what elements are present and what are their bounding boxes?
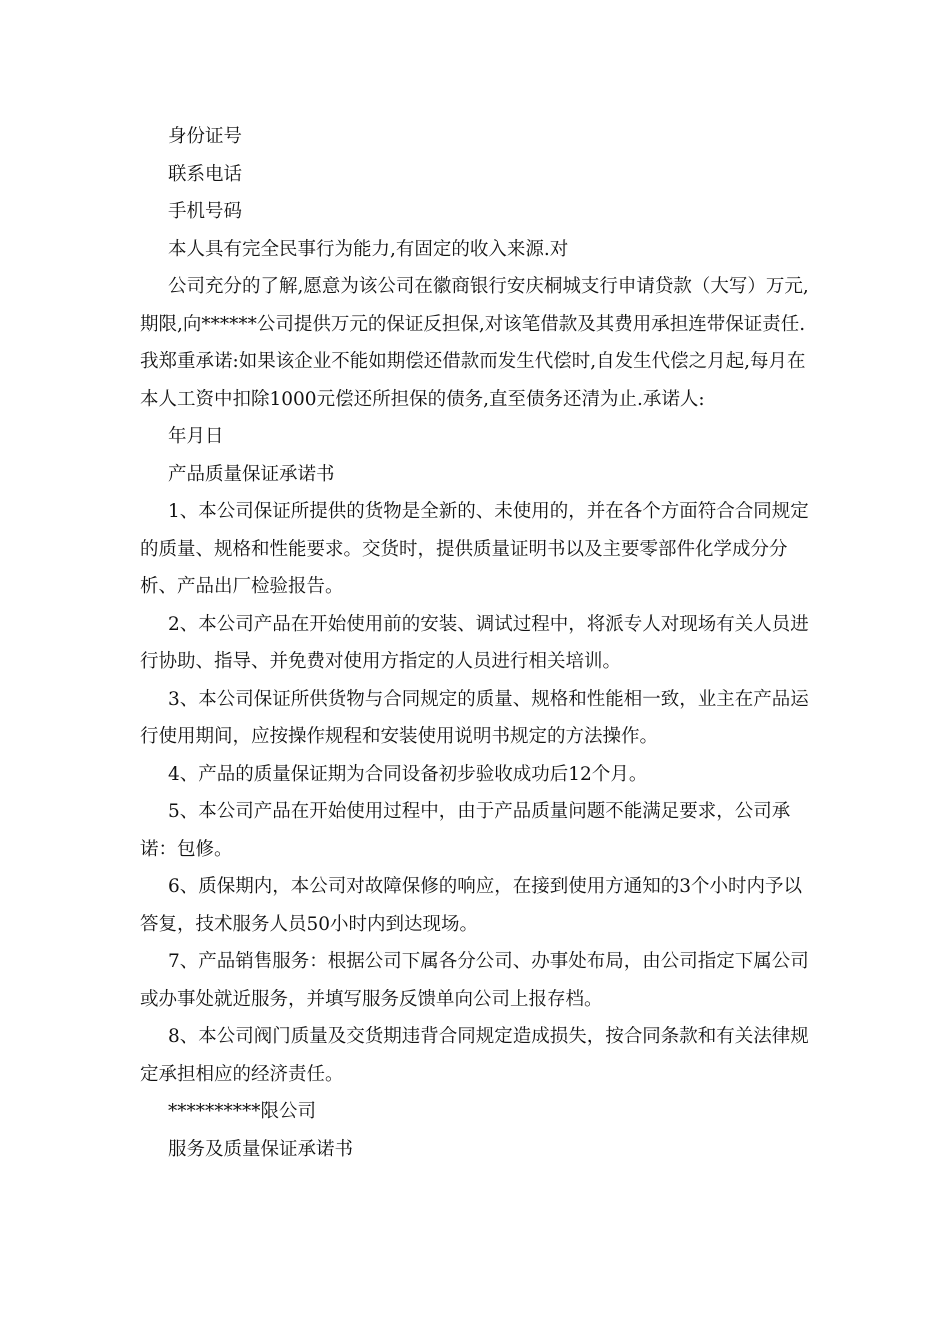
clause-3: 3、本公司保证所供货物与合同规定的质量、规格和性能相一致，业主在产品运行使用期间，应按操作规程和安装使用说明书规定的方法操作。 bbox=[140, 688, 809, 747]
id-number-label: 身份证号 bbox=[168, 126, 243, 147]
service-title: 服务及质量保证承诺书 bbox=[168, 1138, 354, 1160]
mobile-label: 手机号码 bbox=[168, 201, 243, 222]
clause-6: 6、质保期内，本公司对故障保修的响应，在接到使用方通知的3个小时内予以答复，技术服务人员50小时内到达现场。 bbox=[140, 876, 803, 935]
clause-8: 8、本公司阀门质量及交货期违背合同规定造成损失，按合同条款和有关法律规定承担相应的经济责任。 bbox=[140, 1026, 809, 1085]
clause-1: 1、本公司保证所提供的货物是全新的、未使用的，并在各个方面符合合同规定的质量、规格和性能要求。交货时，提供质量证明书以及主要零部件化学成分分析、产品出厂检验报告。 bbox=[140, 501, 809, 597]
document-page bbox=[140, 118, 820, 1168]
guarantee-paragraph: 公司充分的了解,愿意为该公司在徽商银行安庆桐城支行申请贷款（大写）万元,期限,向******公司提供万元的保证反担保,对该笔借款及其费用承担连带保证责任.我郑重承诺:如果该企业不能如期偿还借款而发生代偿时,自发生代偿之月起,每月在本人工资中扣除1000元偿还所担保的债务,直至债务还清为止.承诺人: bbox=[140, 276, 809, 410]
quality-title: 产品质量保证承诺书 bbox=[168, 463, 335, 485]
phone-label: 联系电话 bbox=[168, 163, 243, 185]
clause-7: 7、产品销售服务：根据公司下属各分公司、办事处布局，由公司指定下属公司或办事处就近服务，并填写服务反馈单向公司上报存档。 bbox=[140, 951, 809, 1010]
clause-4: 4、产品的质量保证期为合同设备初步验收成功后12个月。 bbox=[168, 763, 648, 785]
company-name: **********限公司 bbox=[168, 1101, 317, 1122]
clause-2: 2、本公司产品在开始使用前的安装、调试过程中，将派专人对现场有关人员进行协助、指导、并免费对使用方指定的人员进行相关培训。 bbox=[140, 613, 809, 672]
date-label: 年月日 bbox=[168, 426, 224, 447]
clause-5: 5、本公司产品在开始使用过程中，由于产品质量问题不能满足要求，公司承诺：包修。 bbox=[140, 801, 791, 860]
capacity-statement: 本人具有完全民事行为能力,有固定的收入来源.对 bbox=[168, 238, 569, 260]
